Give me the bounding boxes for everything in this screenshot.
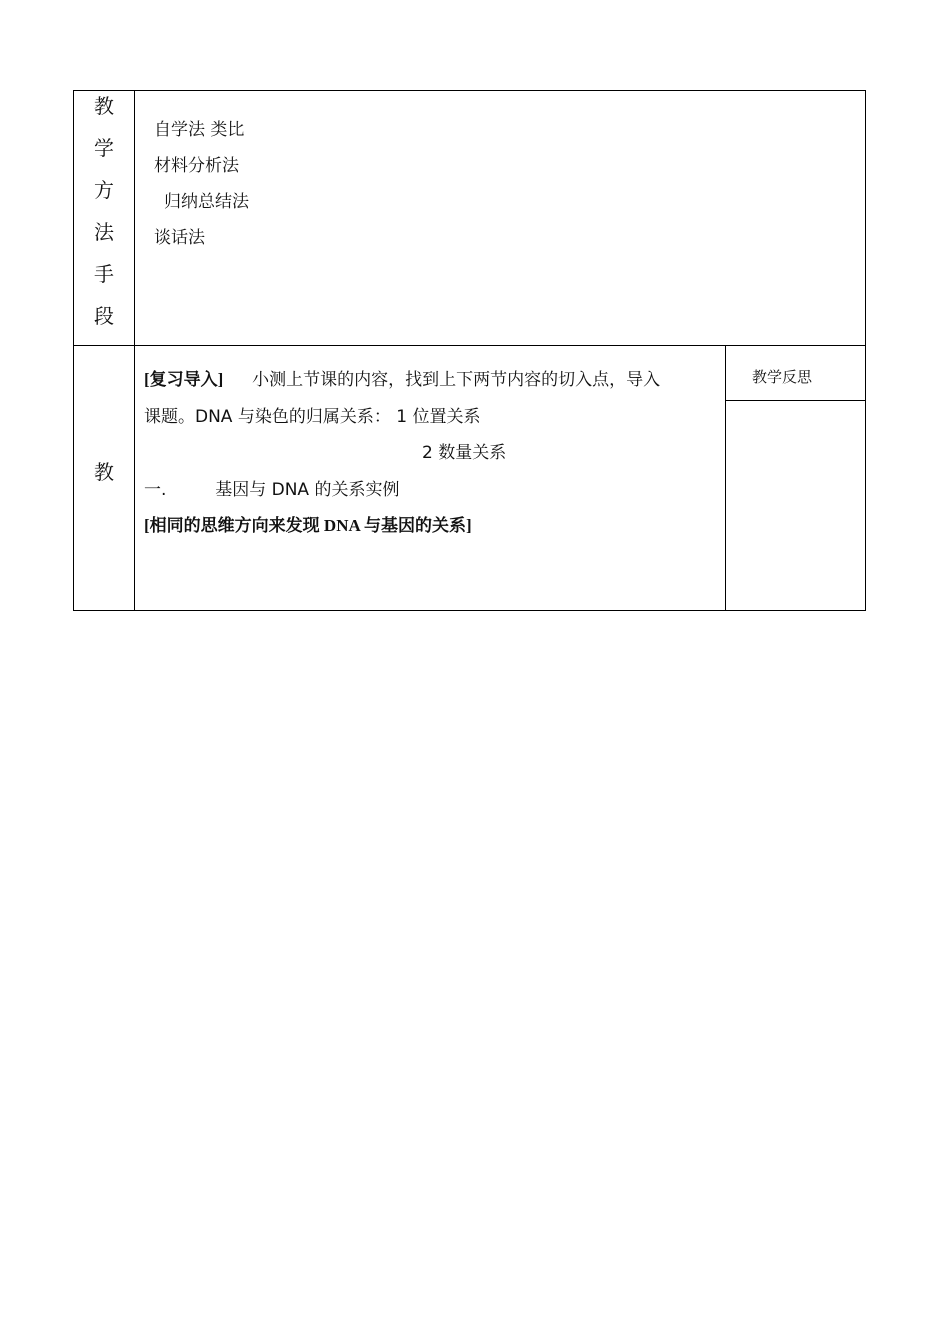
methods-label-char: 段 (94, 304, 114, 328)
lesson-plan-table (73, 90, 866, 611)
quantity-relation-line: 2 数量关系 (422, 443, 507, 463)
section-title: 基因与 DNA 的关系实例 (215, 480, 400, 500)
methods-label-char: 方 (94, 178, 114, 202)
review-tag: [复习导入] (144, 370, 224, 389)
reflection-header: 教学反思 (752, 368, 813, 386)
thinking-direction-line: [相同的思维方向来发现 DNA 与基因的关系] (144, 516, 472, 535)
teaching-label-cell (74, 346, 135, 610)
methods-label-char: 手 (94, 262, 114, 286)
methods-content-cell (135, 91, 865, 345)
methods-label-cell (74, 91, 135, 345)
methods-label-char: 教 (94, 94, 114, 118)
section-number: 一. (144, 480, 167, 500)
teaching-row (74, 346, 865, 610)
reflection-header-cell (726, 346, 865, 401)
methods-label-char: 学 (94, 136, 114, 160)
reflection-cell (726, 346, 865, 610)
methods-label-char: 法 (94, 220, 114, 244)
teaching-label-char: 教 (94, 460, 114, 484)
method-item: 自学法 类比 (154, 120, 245, 140)
methods-row (74, 91, 865, 346)
method-item: 谈话法 (154, 228, 205, 248)
method-item: 归纳总结法 (164, 192, 249, 212)
review-text: 小测上节课的内容，找到上下两节内容的切入点，导入 (252, 370, 661, 390)
method-item: 材料分析法 (154, 156, 239, 176)
review-intro-line (144, 369, 660, 391)
topic-line: 课题。DNA 与染色的归属关系： 1 位置关系 (144, 407, 481, 427)
teaching-content-cell (135, 346, 726, 610)
section-heading-line (144, 479, 399, 501)
